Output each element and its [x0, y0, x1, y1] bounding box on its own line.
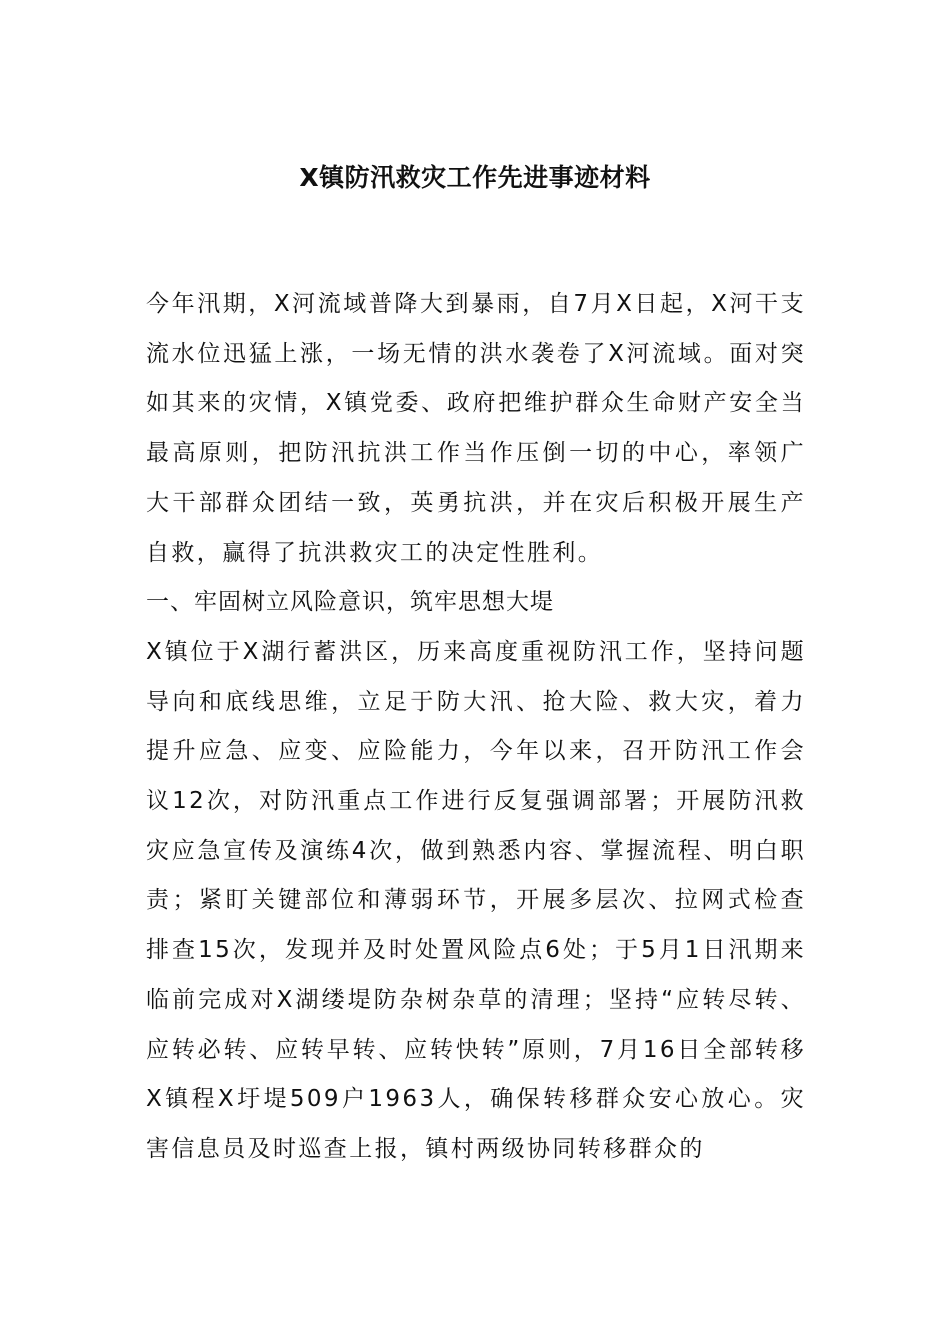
section-heading-1: 一、牢固树立风险意识，筑牢思想大堤	[146, 589, 554, 616]
document-body	[146, 280, 806, 1175]
intro-paragraph: 今年汛期，X河流域普降大到暴雨，自7月X日起，X河干支流水位迅猛上涨，一场无情的洪水袭卷了X河流域。面对突如其来的灾情，X镇党委、政府把维护群众生命财产安全当最高原则，把防汛抗洪工作当作压倒一切的中心，率领广大干部群众团结一致，英勇抗洪，并在灾后积极开展生产自救，赢得了抗洪救灾工的决定性胜利。	[146, 291, 806, 566]
section-1-paragraph: X镇位于X湖行蓄洪区，历来高度重视防汛工作，坚持问题导向和底线思维，立足于防大汛、抢大险、救大灾，着力提升应急、应变、应险能力，今年以来，召开防汛工作会议12次，对防汛重点工作进行反复强调部署；开展防汛救灾应急宣传及演练4次，做到熟悉内容、掌握流程、明白职责；紧盯关键部位和薄弱环节，开展多层次、拉网式检查排查15次，发现并及时处置风险点6处；于5月1日汛期来临前完成对X湖缕堤防杂树杂草的清理；坚持“应转尽转、应转必转、应转早转、应转快转”原则，7月16日全部转移X镇程X圩堤509户1963人，确保转移群众安心放心。灾害信息员及时巡查上报，镇村两级协同转移群众的	[146, 638, 806, 1162]
document-title: X镇防汛救灾工作先进事迹材料	[299, 163, 651, 192]
